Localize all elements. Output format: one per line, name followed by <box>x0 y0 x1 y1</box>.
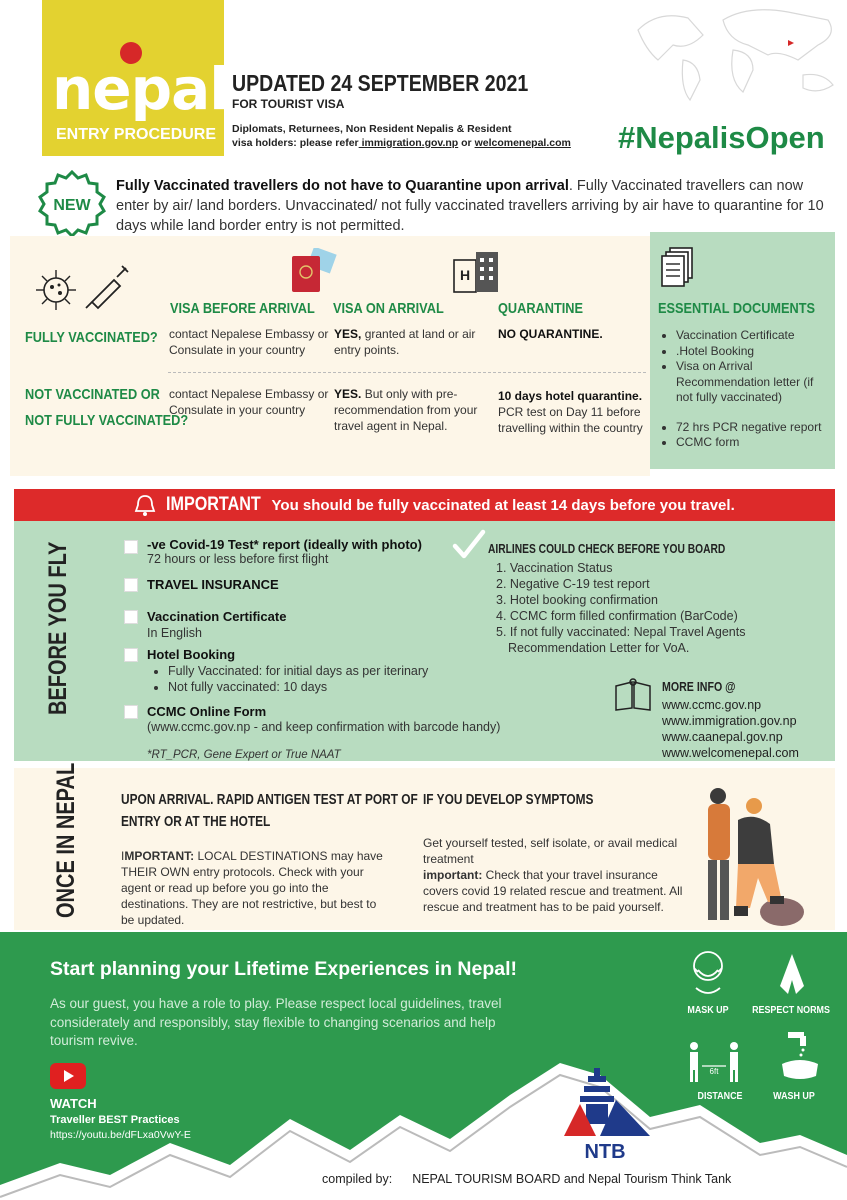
info-link[interactable]: www.welcomenepal.com <box>662 746 799 760</box>
respect-norms-label: RESPECT NORMS <box>752 1004 830 1016</box>
row2-visa-before: contact Nepalese Embassy or Consulate in your country <box>169 387 329 417</box>
arrival-title-l1: UPON ARRIVAL. RAPID ANTIGEN TEST AT PORT OF <box>121 792 418 808</box>
diplomats-line1: Diplomats, Returnees, Non Resident Nepalis & Resident <box>232 123 512 135</box>
hotel-icon <box>452 250 500 294</box>
checkbox[interactable] <box>124 648 138 662</box>
row1-quarantine: NO QUARANTINE. <box>498 327 603 341</box>
diplomats-note <box>232 122 582 150</box>
svg-text:H: H <box>459 267 471 283</box>
mask-up-label: MASK UP <box>687 1004 729 1016</box>
important-bar <box>14 489 835 521</box>
arrival-title <box>121 789 418 833</box>
travel-insurance: TRAVEL INSURANCE <box>147 577 279 592</box>
docs-title: ESSENTIAL DOCUMENTS <box>658 300 816 317</box>
airline-item: 1. Vaccination Status <box>496 561 613 575</box>
hikers-illustration-icon <box>694 784 806 926</box>
row2-quarantine-bold: 10 days hotel quarantine. <box>498 389 643 403</box>
airline-item: 2. Negative C-19 test report <box>496 577 650 591</box>
row2-label-l2: NOT FULLY VACCINATED? <box>25 412 189 429</box>
documents-icon <box>660 246 694 288</box>
airlines-list <box>496 560 796 656</box>
row1-visa-on-text: granted at land or air entry points. <box>334 327 476 357</box>
docs-list <box>662 328 827 451</box>
col-visa-on-arrival: VISA ON ARRIVAL <box>333 300 444 317</box>
new-banner-text <box>116 176 831 236</box>
distance-sign-text: 6ft <box>709 1067 719 1076</box>
arrival-title-l2: ENTRY OR AT THE HOTEL <box>121 814 271 830</box>
footer-title: Start planning your Lifetime Experiences in Nepal! <box>50 958 518 980</box>
row2-quarantine-text: PCR test on Day 11 before travelling within the country <box>498 405 643 435</box>
doc-item: • Visa on Arrival Recommendation letter (if not fully vaccinated) <box>676 359 827 406</box>
row2-visa-on-text: But only with pre-recommendation from your travel agent in Nepal. <box>334 387 478 433</box>
ccmc-sub: (www.ccmc.gov.np - and keep confirmation with barcode handy) <box>147 720 501 734</box>
airline-item: 3. Hotel booking confirmation <box>496 593 658 607</box>
airlines-title: AIRLINES COULD CHECK BEFORE YOU BOARD <box>488 542 726 556</box>
row2-label-l1: NOT VACCINATED OR <box>25 386 160 403</box>
footer-text: As our guest, you have a role to play. Please respect local guidelines, travel considerately and responsibly, stay flexible to changing scenarios and help tourism revive. <box>50 996 502 1048</box>
compiled-by-names: NEPAL TOURISM BOARD and Nepal Tourism Think Tank <box>412 1172 732 1186</box>
symptoms-title: IF YOU DEVELOP SYMPTOMS <box>423 792 594 808</box>
ntb-text: NTB <box>584 1141 626 1163</box>
distance-icon <box>684 1040 744 1084</box>
important-text: You should be fully vaccinated at least 14 days before you travel. <box>271 496 735 514</box>
before-you-fly-label: BEFORE YOU FLY <box>44 541 72 715</box>
or-text: or <box>458 137 475 149</box>
imp-text: LOCAL DESTINATIONS may have THEIR OWN entry protocols. Check with your agent or read up before you go into the destinations. They are not restrictive, but best to be updated. <box>121 849 383 927</box>
hotel-bullet: • Fully Vaccinated: for initial days as per iterinary <box>168 663 428 679</box>
hotel-booking-title: Hotel Booking <box>147 647 236 662</box>
checkbox[interactable] <box>124 578 138 592</box>
checkmark-icon <box>452 528 486 562</box>
new-banner-rest: . Fully Vaccinated travellers can now enter by air/ land borders. Unvaccinated/ not fully vaccinated travellers arriving by air have to quarantine for 10 days while land border entry is not permitted. <box>116 178 824 234</box>
airline-item: 4. CCMC form filled confirmation (BarCode) <box>496 609 738 623</box>
col-visa-before-arrival: VISA BEFORE ARRIVAL <box>170 300 315 317</box>
nepal-flag-icon <box>788 40 794 46</box>
logo-subtitle: ENTRY PROCEDURE <box>56 126 217 143</box>
imp-bold: MPORTANT: <box>124 849 195 863</box>
new-badge-text: NEW <box>53 197 91 214</box>
mask-icon <box>688 948 728 1000</box>
once-in-nepal-label: ONCE IN NEPAL <box>52 762 80 918</box>
vacc-cert-title: Vaccination Certificate <box>147 609 287 624</box>
col-quarantine: QUARANTINE <box>498 300 583 317</box>
row-fully-vaccinated: FULLY VACCINATED? <box>25 329 158 346</box>
hotel-booking-list <box>168 663 428 695</box>
tourist-visa-label: FOR TOURIST VISA <box>232 97 345 111</box>
imp-first-letter: I <box>121 849 125 863</box>
info-link[interactable]: www.ccmc.gov.np <box>662 698 762 712</box>
row1-visa-on <box>334 326 484 358</box>
best-practices-label: Traveller BEST Practices <box>50 1114 180 1126</box>
info-link[interactable]: www.caanepal.gov.np <box>662 730 783 744</box>
updated-date: UPDATED 24 SEPTEMBER 2021 <box>232 70 529 96</box>
bell-icon <box>132 493 158 517</box>
symptoms-text-1: Get yourself tested, self isolate, or avail medical treatment <box>423 836 678 866</box>
symptoms-bold: important: <box>423 868 483 882</box>
doc-item: • .Hotel Booking <box>676 344 827 360</box>
row2-visa-on <box>334 386 484 434</box>
new-badge-icon <box>36 168 108 240</box>
info-link[interactable]: www.immigration.gov.np <box>662 714 797 728</box>
test-footnote: *RT_PCR, Gene Expert or True NAAT <box>147 749 341 761</box>
distance-label: DISTANCE <box>697 1090 743 1102</box>
checkbox[interactable] <box>124 610 138 624</box>
doc-item: • 72 hrs PCR negative report <box>676 420 827 436</box>
airline-item: Recommendation Letter for VoA. <box>508 641 690 655</box>
vacc-cert-sub: In English <box>147 626 202 640</box>
more-info-links <box>662 697 799 761</box>
logo-word: nepal <box>52 55 229 123</box>
wash-hands-icon <box>776 1030 824 1084</box>
compiled-by-label: compiled by: <box>322 1172 393 1186</box>
covid-test-sub: 72 hours or less before first flight <box>147 552 329 566</box>
ntb-logo-icon <box>560 1064 650 1164</box>
row2-quarantine <box>498 388 648 436</box>
checkbox[interactable] <box>124 705 138 719</box>
book-info-icon <box>614 678 652 712</box>
arrival-text <box>121 848 391 928</box>
hotel-bullet: • Not fully vaccinated: 10 days <box>168 679 428 695</box>
ccmc-title: CCMC Online Form <box>147 704 267 719</box>
diplomats-prefix: visa holders: please refer <box>232 137 359 149</box>
youtube-link[interactable]: https://youtu.be/dFLxa0VwY-E <box>50 1129 191 1141</box>
compiled-by <box>322 1172 731 1186</box>
new-banner-bold: Fully Vaccinated travellers do not have to Quarantine upon arrival <box>116 178 569 194</box>
passport-icon <box>290 248 342 296</box>
namaste-icon <box>774 950 810 998</box>
hashtag: #NepalisOpen <box>618 120 825 155</box>
row-not-vaccinated <box>25 382 188 434</box>
syringe-icon <box>82 264 130 312</box>
row2-visa-on-bold: YES. <box>334 387 362 401</box>
symptoms-text-2: Check that your travel insurance covers covid 19 related rescue and treatment. All rescue and treatment has to be paid yourself. <box>423 868 683 914</box>
watch-label: WATCH <box>50 1096 97 1111</box>
row1-visa-on-bold: YES, <box>334 327 362 341</box>
virus-icon <box>34 268 78 312</box>
row1-visa-before: contact Nepalese Embassy or Consulate in your country <box>169 327 329 357</box>
doc-item: • CCMC form <box>676 435 827 451</box>
world-map-icon <box>628 0 847 105</box>
table-divider <box>168 372 646 373</box>
airline-item: 5. If not fully vaccinated: Nepal Travel Agents <box>496 625 746 639</box>
symptoms-text <box>423 835 685 915</box>
covid-test-title: -ve Covid-19 Test* report (ideally with photo) <box>147 537 422 552</box>
welcomenepal-link[interactable]: welcomenepal.com <box>474 137 571 149</box>
important-title: IMPORTANT <box>166 494 261 515</box>
more-info-title: MORE INFO @ <box>662 680 736 694</box>
immigration-link[interactable]: immigration.gov.np <box>358 137 459 149</box>
wash-up-label: WASH UP <box>773 1090 815 1102</box>
checkbox[interactable] <box>124 540 138 554</box>
diplomats-line2 <box>232 136 582 150</box>
doc-item: • Vaccination Certificate <box>676 328 827 344</box>
